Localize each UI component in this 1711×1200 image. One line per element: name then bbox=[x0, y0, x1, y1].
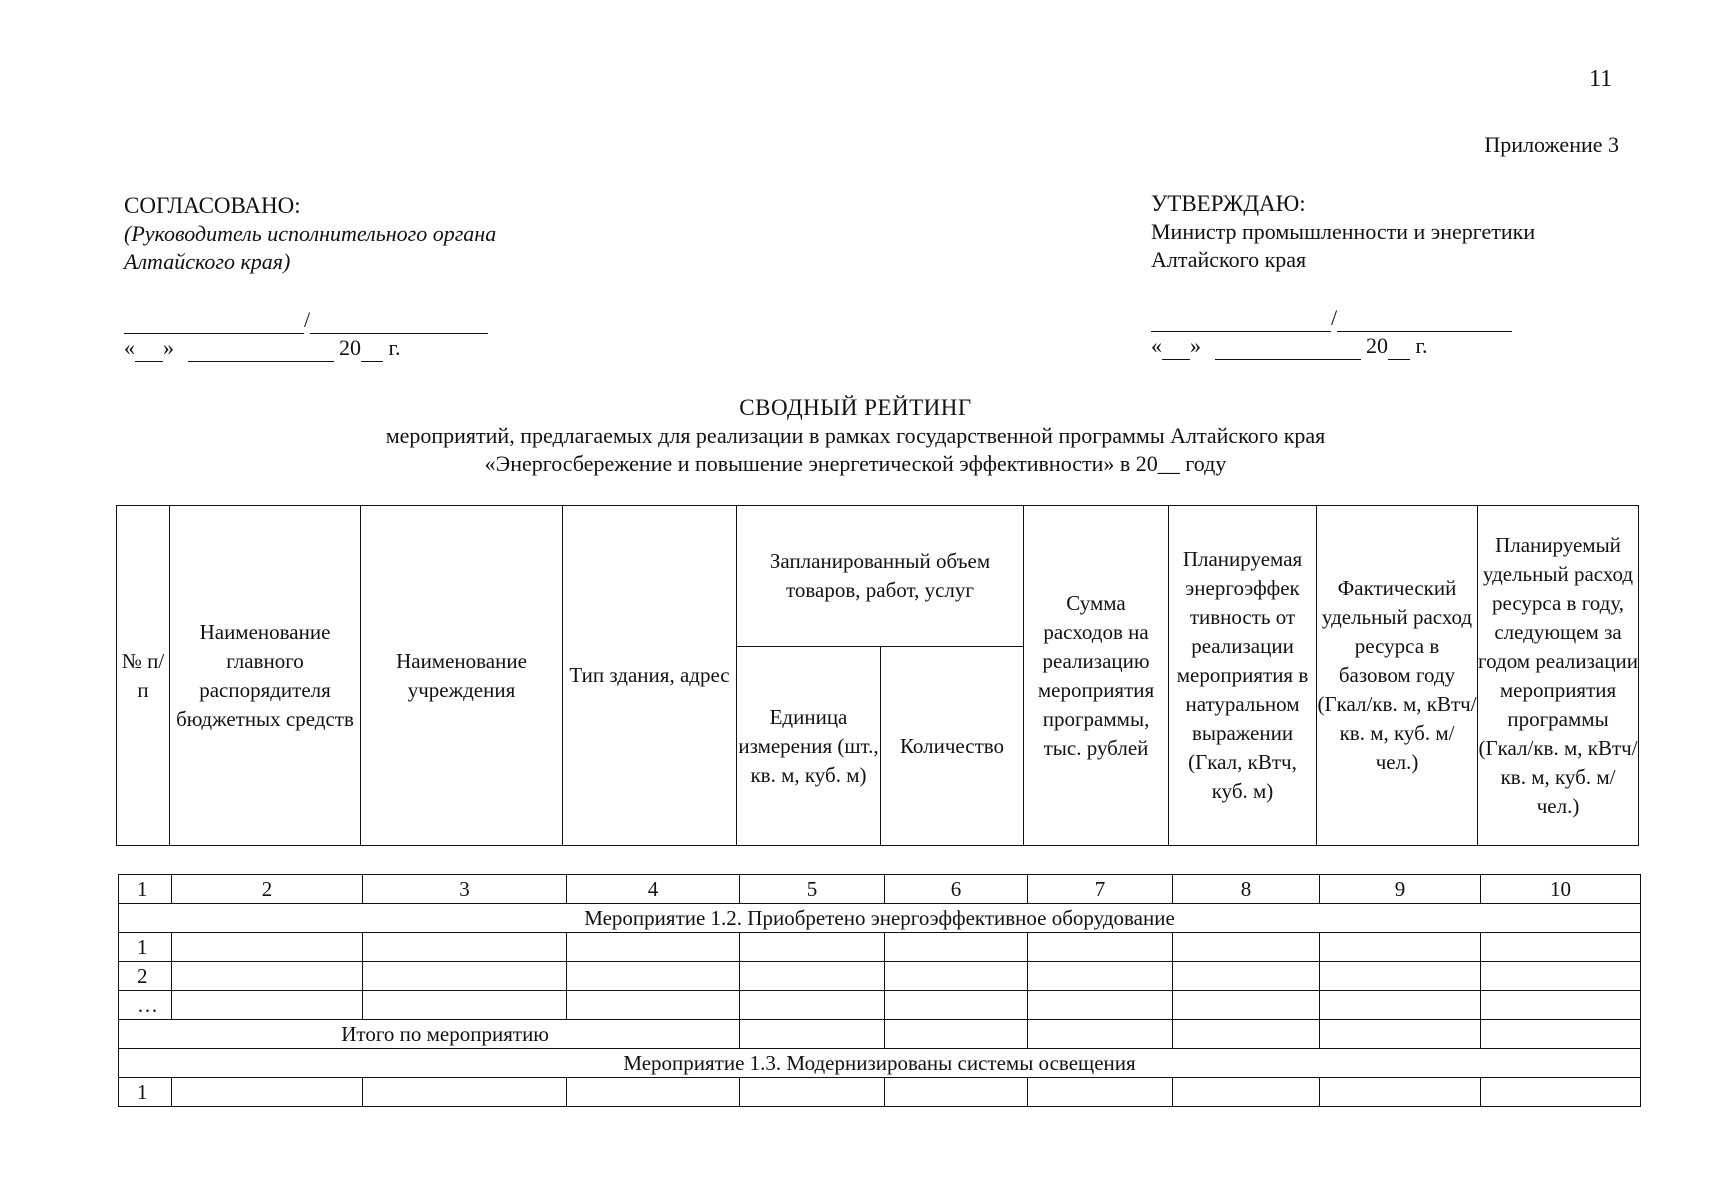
row-number: 1 bbox=[119, 1078, 172, 1107]
header-cell-planned-volume: Запланированный объем товаров, работ, услуг bbox=[737, 506, 1024, 647]
column-number: 3 bbox=[363, 875, 567, 904]
column-number: 5 bbox=[740, 875, 885, 904]
table-cell[interactable] bbox=[1028, 1020, 1173, 1049]
table-cell[interactable] bbox=[172, 962, 363, 991]
table-cell[interactable] bbox=[740, 1078, 885, 1107]
table-cell[interactable] bbox=[1320, 1020, 1481, 1049]
approve-year: 20 bbox=[1366, 333, 1388, 358]
column-number: 2 bbox=[172, 875, 363, 904]
rating-table-header bbox=[116, 505, 1639, 846]
table-cell[interactable] bbox=[1481, 962, 1641, 991]
table-cell[interactable] bbox=[740, 991, 885, 1020]
table-cell[interactable] bbox=[1481, 991, 1641, 1020]
agreed-signature-line[interactable]: / bbox=[124, 306, 496, 334]
table-cell[interactable] bbox=[1173, 962, 1320, 991]
table-cell[interactable] bbox=[1173, 1078, 1320, 1107]
header-cell-building-type: Тип здания, адрес bbox=[563, 506, 737, 846]
table-cell[interactable] bbox=[1028, 991, 1173, 1020]
approve-signature-line[interactable]: / bbox=[1151, 304, 1535, 332]
table-cell[interactable] bbox=[363, 962, 567, 991]
agreed-official-line2: Алтайского края) bbox=[124, 249, 291, 274]
table-cell[interactable] bbox=[567, 991, 740, 1020]
header-cell-budget-manager: Наименование главного распорядителя бюджетных средств bbox=[170, 506, 361, 846]
table-cell[interactable] bbox=[885, 1078, 1028, 1107]
table-cell[interactable] bbox=[567, 933, 740, 962]
document-title bbox=[0, 394, 1711, 478]
title-main: СВОДНЫЙ РЕЙТИНГ bbox=[739, 395, 972, 420]
column-number: 9 bbox=[1320, 875, 1481, 904]
column-number: 8 bbox=[1173, 875, 1320, 904]
table-cell[interactable] bbox=[885, 962, 1028, 991]
total-label: Итого по мероприятию bbox=[119, 1020, 740, 1049]
table-cell[interactable] bbox=[885, 1020, 1028, 1049]
table-cell[interactable] bbox=[363, 933, 567, 962]
approve-heading: УТВЕРЖДАЮ: bbox=[1151, 191, 1306, 216]
table-cell[interactable] bbox=[363, 991, 567, 1020]
column-number: 4 bbox=[567, 875, 740, 904]
column-number: 7 bbox=[1028, 875, 1173, 904]
table-cell[interactable] bbox=[740, 1020, 885, 1049]
header-cell-expenses: Сумма расходов на реализацию мероприятия программы, тыс. рублей bbox=[1024, 506, 1169, 846]
title-subtitle-line1: мероприятий, предлагаемых для реализации в рамках государственной программы Алтайского края bbox=[385, 423, 1326, 448]
table-cell[interactable] bbox=[1481, 1078, 1641, 1107]
table-cell[interactable] bbox=[740, 933, 885, 962]
table-cell[interactable] bbox=[172, 1078, 363, 1107]
table-cell[interactable] bbox=[1320, 962, 1481, 991]
header-cell-number: № п/ п bbox=[117, 506, 170, 846]
table-cell[interactable] bbox=[1028, 933, 1173, 962]
title-subtitle-line2: «Энергосбережение и повышение энергетической эффективности» в 20__ году bbox=[484, 451, 1227, 476]
column-number: 10 bbox=[1481, 875, 1641, 904]
table-cell[interactable] bbox=[1028, 1078, 1173, 1107]
column-number-row bbox=[119, 875, 1641, 904]
row-number: 2 bbox=[119, 962, 172, 991]
column-number: 6 bbox=[885, 875, 1028, 904]
header-cell-planned-efficiency: Планируемая энергоэффек тивность от реализации мероприятия в натуральном выражении (Гкал, кВтч, куб. м) bbox=[1169, 506, 1317, 846]
table-cell[interactable] bbox=[1320, 933, 1481, 962]
agreed-official-line1: (Руководитель исполнительного органа bbox=[124, 221, 497, 246]
table-row bbox=[119, 991, 1641, 1020]
section-row bbox=[119, 904, 1641, 933]
approve-official-line2: Алтайского края bbox=[1151, 247, 1307, 272]
table-cell[interactable] bbox=[1028, 962, 1173, 991]
agreed-block bbox=[124, 192, 496, 362]
table-cell[interactable] bbox=[885, 991, 1028, 1020]
row-number: … bbox=[119, 991, 172, 1020]
table-cell[interactable] bbox=[567, 1078, 740, 1107]
header-cell-planned-consumption: Планируемый удельный расход ресурса в году, следующем за годом реализации мероприятия программы (Гкал/кв. м, кВтч/кв. м, куб. м/ чел.) bbox=[1478, 506, 1639, 846]
approve-official-line1: Министр промышленности и энергетики bbox=[1151, 219, 1536, 244]
table-cell[interactable] bbox=[1320, 1078, 1481, 1107]
rating-table-body bbox=[118, 874, 1641, 1107]
table-cell[interactable] bbox=[1320, 991, 1481, 1020]
agreed-date-line[interactable]: « » 20 г. bbox=[124, 335, 401, 360]
section-title-1-3: Мероприятие 1.3. Модернизированы системы освещения bbox=[119, 1049, 1641, 1078]
column-number: 1 bbox=[119, 875, 172, 904]
page-number: 11 bbox=[1589, 66, 1613, 92]
table-cell[interactable] bbox=[363, 1078, 567, 1107]
header-cell-unit: Единица измерения (шт., кв. м, куб. м) bbox=[737, 647, 881, 846]
table-cell[interactable] bbox=[172, 933, 363, 962]
header-cell-base-consumption: Фактический удельный расход ресурса в базовом году (Гкал/кв. м, кВтч/кв. м, куб. м/ чел.) bbox=[1317, 506, 1478, 846]
table-cell[interactable] bbox=[567, 962, 740, 991]
table-cell[interactable] bbox=[172, 991, 363, 1020]
section-title-1-2: Мероприятие 1.2. Приобретено энергоэффективное оборудование bbox=[119, 904, 1641, 933]
approve-date-line[interactable]: « » 20 г. bbox=[1151, 333, 1428, 358]
total-row bbox=[119, 1020, 1641, 1049]
approve-block bbox=[1151, 190, 1535, 360]
header-cell-quantity: Количество bbox=[881, 647, 1024, 846]
table-cell[interactable] bbox=[1173, 1020, 1320, 1049]
table-cell[interactable] bbox=[1481, 1020, 1641, 1049]
table-cell[interactable] bbox=[1173, 991, 1320, 1020]
table-cell[interactable] bbox=[1173, 933, 1320, 962]
agreed-heading: СОГЛАСОВАНО: bbox=[124, 193, 301, 218]
section-row bbox=[119, 1049, 1641, 1078]
table-cell[interactable] bbox=[740, 962, 885, 991]
table-row bbox=[119, 933, 1641, 962]
table-row bbox=[119, 962, 1641, 991]
table-cell[interactable] bbox=[1481, 933, 1641, 962]
table-cell[interactable] bbox=[885, 933, 1028, 962]
appendix-label: Приложение 3 bbox=[1484, 132, 1619, 157]
agreed-year: 20 bbox=[339, 335, 361, 360]
table-row bbox=[119, 1078, 1641, 1107]
header-cell-institution: Наименование учреждения bbox=[361, 506, 563, 846]
row-number: 1 bbox=[119, 933, 172, 962]
